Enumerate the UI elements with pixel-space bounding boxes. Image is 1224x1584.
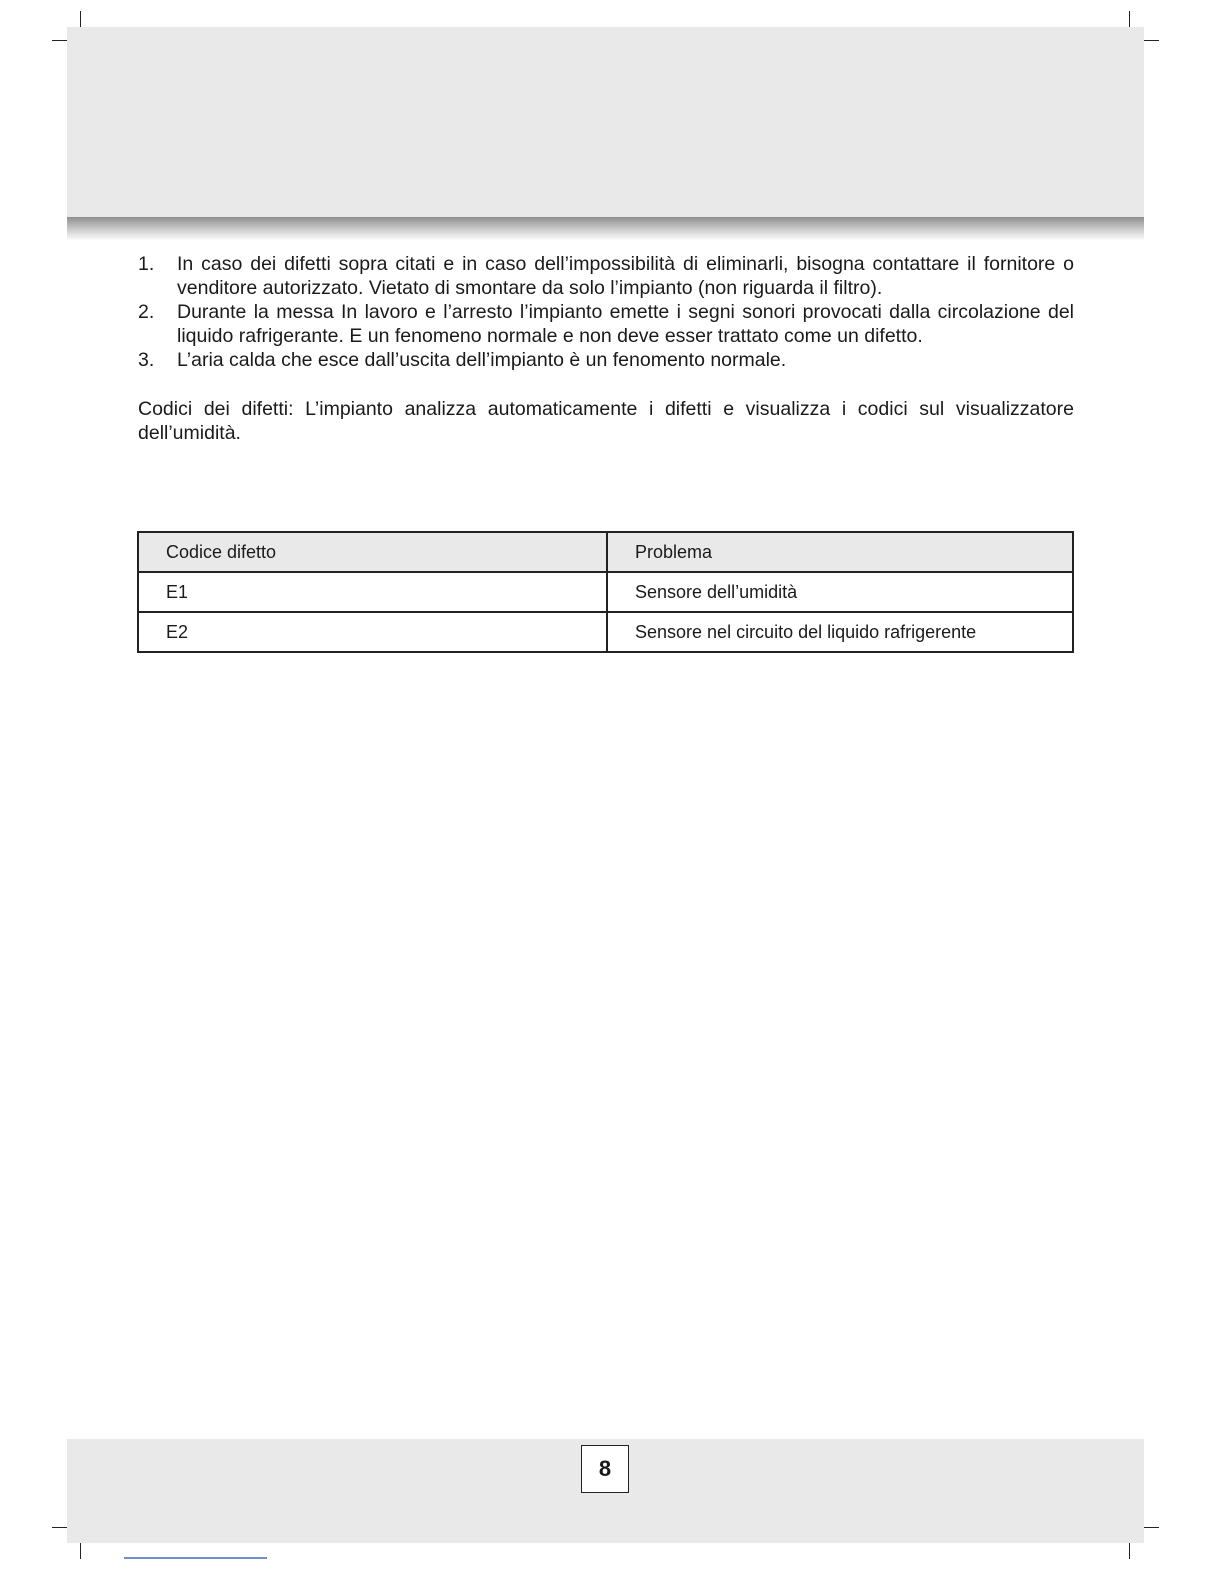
crop-mark-bottom-right	[1129, 1543, 1130, 1559]
error-code-cell: E1	[138, 572, 607, 612]
error-code-cell: E2	[138, 612, 607, 652]
instruction-text: Durante la messa In lavoro e l’arresto l’impianto emette i segni sonori provocati dalla circolazione del liquido rafrigerante. E un fenomeno normale e non deve esser trattato come un difetto.	[177, 301, 1074, 347]
instruction-number: 1.	[138, 253, 155, 275]
crop-mark-bottom-left-h	[52, 1527, 68, 1528]
instruction-text: In caso dei difetti sopra citati e in caso dell’impossibilità di eliminarli, bisogna contattare il fornitore o venditore autorizzato. Vietato di smontare da solo l’impianto (non riguarda il filtro).	[177, 253, 1074, 299]
table-header-row	[138, 532, 1073, 572]
crop-mark-top-right-h	[1143, 40, 1159, 41]
instruction-number: 2.	[138, 301, 155, 323]
problem-cell: Sensore nel circuito del liquido rafrigerente	[607, 612, 1073, 652]
instruction-list	[138, 252, 1074, 372]
problem-cell: Sensore dell’umidità	[607, 572, 1073, 612]
instruction-text: L’aria calda che esce dall’uscita dell’impianto è un fenomento normale.	[177, 349, 787, 371]
crop-mark-top-right	[1129, 11, 1130, 27]
header-band	[67, 27, 1144, 217]
crop-mark-bottom-right-h	[1143, 1527, 1159, 1528]
error-codes-intro: Codici dei difetti: L’impianto analizza automaticamente i difetti e visualizza i codici sul visualizzatore dell’umidità.	[138, 398, 1074, 444]
table-row	[138, 612, 1073, 652]
column-header-code: Codice difetto	[138, 532, 607, 572]
instruction-item	[138, 300, 1074, 348]
page-number: 8	[581, 1445, 629, 1493]
page-content	[138, 252, 1074, 445]
crop-mark-bottom-left	[80, 1543, 81, 1559]
crop-mark-top-left	[80, 11, 81, 27]
header-shadow	[67, 217, 1144, 241]
table-row	[138, 572, 1073, 612]
instruction-number: 3.	[138, 349, 155, 371]
footer-blue-mark	[124, 1557, 267, 1559]
error-code-table	[137, 531, 1074, 653]
crop-mark-top-left-h	[52, 40, 68, 41]
instruction-item	[138, 252, 1074, 300]
instruction-item	[138, 348, 1074, 372]
column-header-problem: Problema	[607, 532, 1073, 572]
